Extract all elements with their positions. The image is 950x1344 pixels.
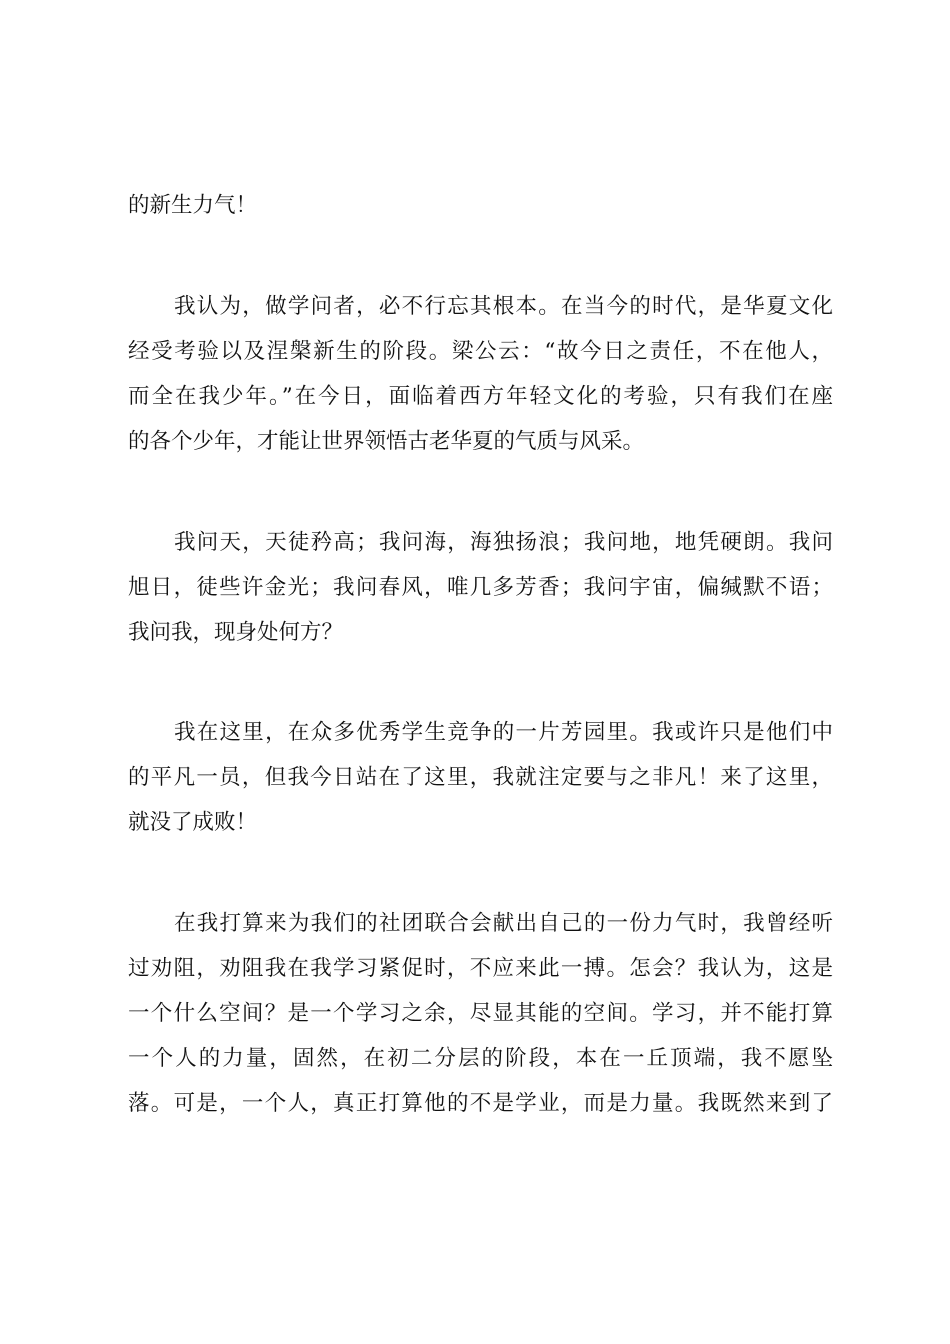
paragraph-2-line-1: 我认为，做学问者，必不行忘其根本。在当今的时代，是华夏文化 (174, 294, 833, 319)
paragraph-5-line-3: 一个什么空间？是一个学习之余，尽显其能的空间。学习，并不能打算 (128, 1001, 833, 1026)
paragraph-4-line-3: 就没了成败！ (128, 810, 258, 835)
paragraph-5-line-5: 落。可是，一个人，真正打算他的不是学业，而是力量。我既然来到了 (128, 1091, 833, 1116)
paragraph-3-line-1: 我问天，天徒矜高；我问海，海独扬浪；我问地，地凭硬朗。我问 (174, 530, 833, 555)
paragraph-4-line-1: 我在这里，在众多优秀学生竞争的一片芳园里。我或许只是他们中 (174, 720, 833, 745)
paragraph-4-line-2: 的平凡一员，但我今日站在了这里，我就注定要与之非凡！来了这里， (128, 765, 833, 790)
paragraph-5-line-2: 过劝阻，劝阻我在我学习紧促时，不应来此一搏。怎会？我认为，这是 (128, 956, 833, 981)
paragraph-2-line-2: 经受考验以及涅槃新生的阶段。梁公云：“故今日之责任，不在他人， (128, 339, 833, 364)
paragraph-5-line-4: 一个人的力量，固然，在初二分层的阶段，本在一丘顶端，我不愿坠 (128, 1046, 833, 1071)
paragraph-3-line-2: 旭日，徒些许金光；我问春风，唯几多芳香；我问宇宙，偏缄默不语； (128, 575, 833, 600)
paragraph-2-line-3: 而全在我少年。”在今日，面临着西方年轻文化的考验，只有我们在座 (128, 384, 833, 409)
paragraph-5-line-1: 在我打算来为我们的社团联合会献出自己的一份力气时，我曾经听 (174, 911, 833, 936)
paragraph-1-line-1: 的新生力气！ (128, 193, 258, 218)
paragraph-3-line-3: 我问我，现身处何方？ (128, 620, 344, 645)
paragraph-2-line-4: 的各个少年，才能让世界领悟古老华夏的气质与风采。 (128, 429, 645, 454)
